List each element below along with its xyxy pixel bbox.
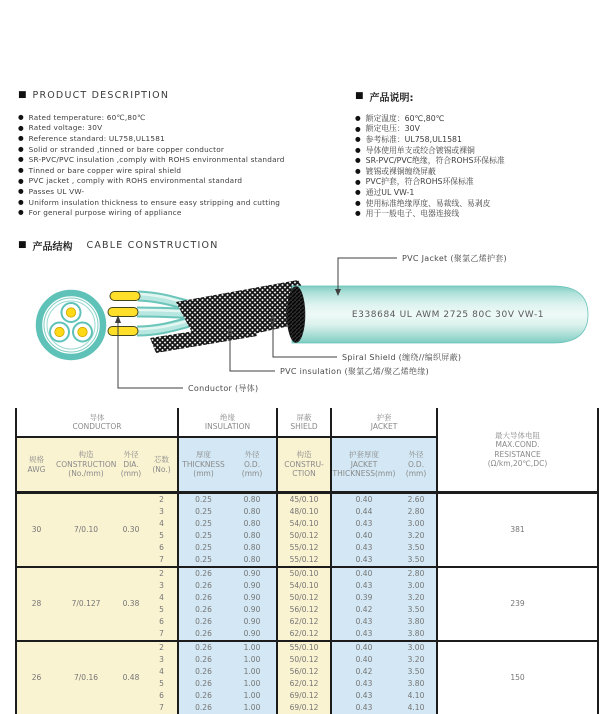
spec-cell: 0.90 [228, 616, 277, 628]
spec-cell: 0.80 [228, 506, 277, 518]
bullet-text: PVC护套，符合ROHS环保标准 [365, 177, 474, 187]
bullet-text: 通过UL VW-1 [365, 187, 415, 197]
bullet-item [18, 154, 285, 165]
stripped-cable-illustration [108, 280, 588, 353]
spec-cell: 2 [146, 493, 178, 507]
spec-cell: 56/0.12 [277, 604, 331, 616]
group-header: 护套 JACKET [331, 408, 437, 437]
spec-table-body [16, 493, 598, 714]
spec-cell: 0.43 [331, 616, 396, 628]
bullet-item [355, 187, 505, 198]
bullet-text: 额定温度：60℃,80℃ [365, 113, 445, 123]
spec-cell: 3.20 [396, 530, 437, 542]
product-description-title-text: PRODUCT DESCRIPTION [32, 90, 170, 101]
bullet-dot-icon: ● [18, 197, 24, 206]
spec-cell: 2.80 [396, 567, 437, 580]
spec-cell: 4.10 [396, 690, 437, 702]
spec-cell: 1.00 [228, 690, 277, 702]
column-header: 构造 CONSTRU- CTION [277, 437, 331, 493]
spec-cell: 2 [146, 567, 178, 580]
bullet-item [18, 133, 285, 144]
bullet-dot-icon: ● [355, 209, 361, 218]
column-header: 构造 CONSTRUCTION (No./mm) [56, 437, 116, 493]
bullet-dot-icon: ● [18, 208, 24, 217]
spec-cell: 0.44 [331, 506, 396, 518]
bullet-text: Uniform insulation thickness to ensure easy stripping and cutting [28, 197, 281, 207]
spec-cell: 0.26 [178, 690, 228, 702]
spec-cell: 0.26 [178, 641, 228, 654]
spec-cell: 50/0.12 [277, 654, 331, 666]
spec-cell: 0.26 [178, 592, 228, 604]
bullet-text: SR-PVC/PVC绝缘，符合ROHS环保标准 [365, 156, 505, 166]
spec-cell: 5 [146, 604, 178, 616]
cable-construction-title-cn: 产品结构 [32, 242, 73, 253]
spec-cell: 0.80 [228, 493, 277, 507]
spec-cell: 0.40 [331, 530, 396, 542]
spec-cell: 0.26 [178, 666, 228, 678]
spec-cell: 3.50 [396, 542, 437, 554]
cable-cross-section [39, 293, 103, 357]
spec-cell: 3.50 [396, 604, 437, 616]
bullet-item [355, 198, 505, 209]
column-header: 外径 O.D. (mm) [228, 437, 277, 493]
bullet-text: 镀锡或裸铜缠绕屏蔽 [365, 166, 436, 176]
bullet-dot-icon: ● [18, 176, 24, 185]
bullet-item [18, 112, 285, 123]
construction-cell: 7/0.16 [56, 641, 116, 714]
spec-cell: 3.80 [396, 616, 437, 628]
spec-cell: 0.26 [178, 702, 228, 714]
bullet-text: Rated voltage: 30V [28, 123, 103, 133]
spec-cell: 0.26 [178, 604, 228, 616]
bullet-dot-icon: ● [355, 114, 361, 123]
awg-cell: 28 [16, 567, 56, 641]
bullet-dot-icon: ● [18, 113, 24, 122]
spec-cell: 45/0.10 [277, 493, 331, 507]
bullet-item [355, 208, 505, 219]
spec-cell: 0.26 [178, 616, 228, 628]
spec-cell: 48/0.10 [277, 506, 331, 518]
spec-cell: 0.43 [331, 554, 396, 567]
spec-cell: 55/0.12 [277, 542, 331, 554]
bullet-item [355, 177, 505, 188]
spec-cell: 0.25 [178, 542, 228, 554]
bullet-text: Solid or stranded ,tinned or bare copper conductor [28, 144, 225, 154]
spec-cell: 0.26 [178, 678, 228, 690]
square-bullet-icon: ■ [18, 90, 27, 100]
bullet-text: 导体使用单支或绞合镀锡或裸铜 [365, 145, 475, 155]
spec-cell: 0.26 [178, 628, 228, 641]
spec-cell: 0.43 [331, 542, 396, 554]
diameter-cell: 0.30 [116, 493, 146, 568]
spec-cell: 0.80 [228, 518, 277, 530]
spec-cell: 0.80 [228, 530, 277, 542]
product-description-list [18, 112, 285, 218]
spec-cell: 0.43 [331, 690, 396, 702]
bullet-item [355, 124, 505, 135]
spec-cell: 0.25 [178, 493, 228, 507]
spec-cell: 3.80 [396, 628, 437, 641]
spec-cell: 0.26 [178, 567, 228, 580]
bullet-item [355, 145, 505, 156]
spec-cell: 7 [146, 702, 178, 714]
bullet-dot-icon: ● [355, 167, 361, 176]
bullet-item [18, 186, 285, 197]
spec-cell: 4 [146, 518, 178, 530]
spec-cell: 3 [146, 654, 178, 666]
bullet-item [18, 176, 285, 187]
spec-cell: 2 [146, 641, 178, 654]
bullet-item [355, 134, 505, 145]
bullet-dot-icon: ● [355, 188, 361, 197]
spec-cell: 0.25 [178, 506, 228, 518]
product-description-title [18, 90, 169, 101]
label-pvc-insulation: PVC insulation (聚氯乙烯/聚乙烯绝缘) [280, 367, 429, 376]
spec-cell: 55/0.10 [277, 641, 331, 654]
spec-cell: 3 [146, 506, 178, 518]
spec-cell: 62/0.12 [277, 678, 331, 690]
spec-cell: 6 [146, 542, 178, 554]
jacket-print-text: E338684 UL AWM 2725 80C 30V VW-1 [351, 310, 545, 320]
spec-cell: 3.00 [396, 580, 437, 592]
bullet-item [18, 144, 285, 155]
group-header: 屏蔽 SHIELD [277, 408, 331, 437]
bullet-dot-icon: ● [355, 198, 361, 207]
awg-cell: 30 [16, 493, 56, 568]
column-header: 厚度 THICKNESS (mm) [178, 437, 228, 493]
spec-cell: 0.43 [331, 702, 396, 714]
construction-cell: 7/0.10 [56, 493, 116, 568]
diameter-cell: 0.38 [116, 567, 146, 641]
bullet-dot-icon: ● [18, 155, 24, 164]
column-header: 外径 DIA. (mm) [116, 437, 146, 493]
label-conductor: Conductor (导体) [188, 384, 259, 393]
spec-cell: 0.26 [178, 654, 228, 666]
spec-cell: 3.20 [396, 654, 437, 666]
spec-cell: 54/0.10 [277, 580, 331, 592]
spec-cell: 56/0.12 [277, 666, 331, 678]
spec-cell: 4 [146, 666, 178, 678]
spec-cell: 0.26 [178, 580, 228, 592]
spec-cell: 0.90 [228, 628, 277, 641]
cable-construction-title-en: CABLE CONSTRUCTION [86, 240, 219, 251]
bullet-text: PVC jacket , comply with ROHS environmental standard [28, 176, 243, 186]
bullet-item [355, 166, 505, 177]
spec-cell: 0.39 [331, 592, 396, 604]
resistance-cell: 239 [437, 567, 598, 641]
spec-cell: 50/0.10 [277, 567, 331, 580]
spec-cell: 3.00 [396, 641, 437, 654]
bullet-dot-icon: ● [18, 134, 24, 143]
bullet-dot-icon: ● [355, 177, 361, 186]
spec-cell: 0.90 [228, 567, 277, 580]
spec-cell: 3.20 [396, 592, 437, 604]
bullet-text: 额定电压：30V [365, 124, 420, 134]
product-notes-cn-list [355, 113, 505, 219]
spec-cell: 0.43 [331, 580, 396, 592]
spec-cell: 0.90 [228, 604, 277, 616]
spec-cell: 69/0.12 [277, 690, 331, 702]
spec-cell: 0.25 [178, 518, 228, 530]
column-header-resistance: 最大导体电阻 MAX.COND. RESISTANCE (Ω/km,20℃,DC) [437, 408, 598, 493]
bullet-dot-icon: ● [355, 135, 361, 144]
spec-cell: 55/0.12 [277, 554, 331, 567]
spec-cell: 3 [146, 580, 178, 592]
spec-cell: 3.80 [396, 678, 437, 690]
bare-conductors [108, 292, 140, 336]
spec-cell: 0.80 [228, 554, 277, 567]
spec-cell: 6 [146, 616, 178, 628]
column-header: 芯数 (No.) [146, 437, 178, 493]
cable-construction-diagram [0, 245, 603, 408]
diameter-cell: 0.48 [116, 641, 146, 714]
bullet-text: SR-PVC/PVC insulation ,comply with ROHS environmental standard [28, 155, 285, 165]
bullet-text: 用于一般电子、电器连接线 [365, 209, 460, 219]
spec-cell: 0.90 [228, 580, 277, 592]
group-header: 绝缘 INSULATION [178, 408, 277, 437]
spec-cell: 4.10 [396, 702, 437, 714]
spec-cell: 69/0.12 [277, 702, 331, 714]
spec-cell: 62/0.12 [277, 628, 331, 641]
column-header: 护套厚度 JACKET THICKNESS(mm) [331, 437, 396, 493]
spec-cell: 0.25 [178, 554, 228, 567]
spec-cell: 0.43 [331, 518, 396, 530]
spec-cell: 1.00 [228, 702, 277, 714]
spec-cell: 1.00 [228, 666, 277, 678]
bullet-text: 参考标准：UL758,UL1581 [365, 134, 462, 144]
resistance-cell: 150 [437, 641, 598, 714]
label-spiral-shield: Spiral Shield (缠绕//编织屏蔽) [342, 353, 462, 362]
spec-cell: 0.25 [178, 530, 228, 542]
spec-cell: 3.50 [396, 554, 437, 567]
spec-cell: 5 [146, 530, 178, 542]
bullet-item [18, 165, 285, 176]
spec-cell: 1.00 [228, 678, 277, 690]
spec-table-head [16, 408, 598, 493]
label-pvc-jacket: PVC Jacket (聚氯乙烯护套) [402, 254, 507, 263]
spec-cell: 5 [146, 678, 178, 690]
spec-cell: 50/0.12 [277, 592, 331, 604]
spec-cell: 2.60 [396, 493, 437, 507]
spec-cell: 7 [146, 628, 178, 641]
bullet-dot-icon: ● [18, 144, 24, 153]
bullet-dot-icon: ● [355, 124, 361, 133]
bullet-dot-icon: ● [18, 166, 24, 175]
bullet-text: Reference standard: UL758,UL1581 [28, 133, 165, 143]
product-notes-cn-title [355, 89, 414, 104]
spec-cell: 0.42 [331, 666, 396, 678]
bullet-text: Passes UL VW- [28, 186, 85, 196]
bullet-item [355, 113, 505, 124]
spec-cell: 54/0.10 [277, 518, 331, 530]
bullet-text: For general purpose wiring of appliance [28, 208, 182, 218]
spec-cell: 0.40 [331, 654, 396, 666]
spec-cell: 0.40 [331, 567, 396, 580]
spec-cell: 0.43 [331, 628, 396, 641]
bullet-text: Tinned or bare copper wire spiral shield [28, 165, 182, 175]
construction-cell: 7/0.127 [56, 567, 116, 641]
spec-cell: 7 [146, 554, 178, 567]
spec-cell: 3.00 [396, 518, 437, 530]
spec-cell: 0.80 [228, 542, 277, 554]
bullet-dot-icon: ● [355, 145, 361, 154]
bullet-dot-icon: ● [18, 187, 24, 196]
bullet-text: Rated temperature: 60℃,80℃ [28, 112, 146, 122]
bullet-item [18, 207, 285, 218]
spec-table [15, 408, 599, 714]
awg-cell: 26 [16, 641, 56, 714]
spec-cell: 50/0.12 [277, 530, 331, 542]
jacket-opening [287, 287, 305, 343]
bullet-dot-icon: ● [355, 156, 361, 165]
product-notes-cn-title-text: 产品说明: [369, 93, 414, 104]
spec-cell: 0.90 [228, 592, 277, 604]
spec-cell: 6 [146, 690, 178, 702]
column-header: 外径 O.D. (mm) [396, 437, 437, 493]
spec-cell: 0.42 [331, 604, 396, 616]
spec-cell: 0.43 [331, 678, 396, 690]
resistance-cell: 381 [437, 493, 598, 568]
bullet-item [355, 155, 505, 166]
column-header: 规格 AWG [16, 437, 56, 493]
bullet-item [18, 197, 285, 208]
spec-cell: 1.00 [228, 641, 277, 654]
spec-cell: 0.40 [331, 641, 396, 654]
spec-cell: 1.00 [228, 654, 277, 666]
group-header: 导体 CONDUCTOR [16, 408, 178, 437]
bullet-dot-icon: ● [18, 123, 24, 132]
bullet-text: 使用标准绝缘厚度、易裁线、易剥皮 [365, 198, 491, 208]
spec-cell: 62/0.12 [277, 616, 331, 628]
spec-cell: 0.40 [331, 493, 396, 507]
square-bullet-icon: ■ [18, 240, 27, 250]
square-bullet-icon: ■ [355, 91, 364, 101]
spec-cell: 4 [146, 592, 178, 604]
spec-cell: 2.80 [396, 506, 437, 518]
spec-cell: 3.50 [396, 666, 437, 678]
bullet-item [18, 123, 285, 134]
